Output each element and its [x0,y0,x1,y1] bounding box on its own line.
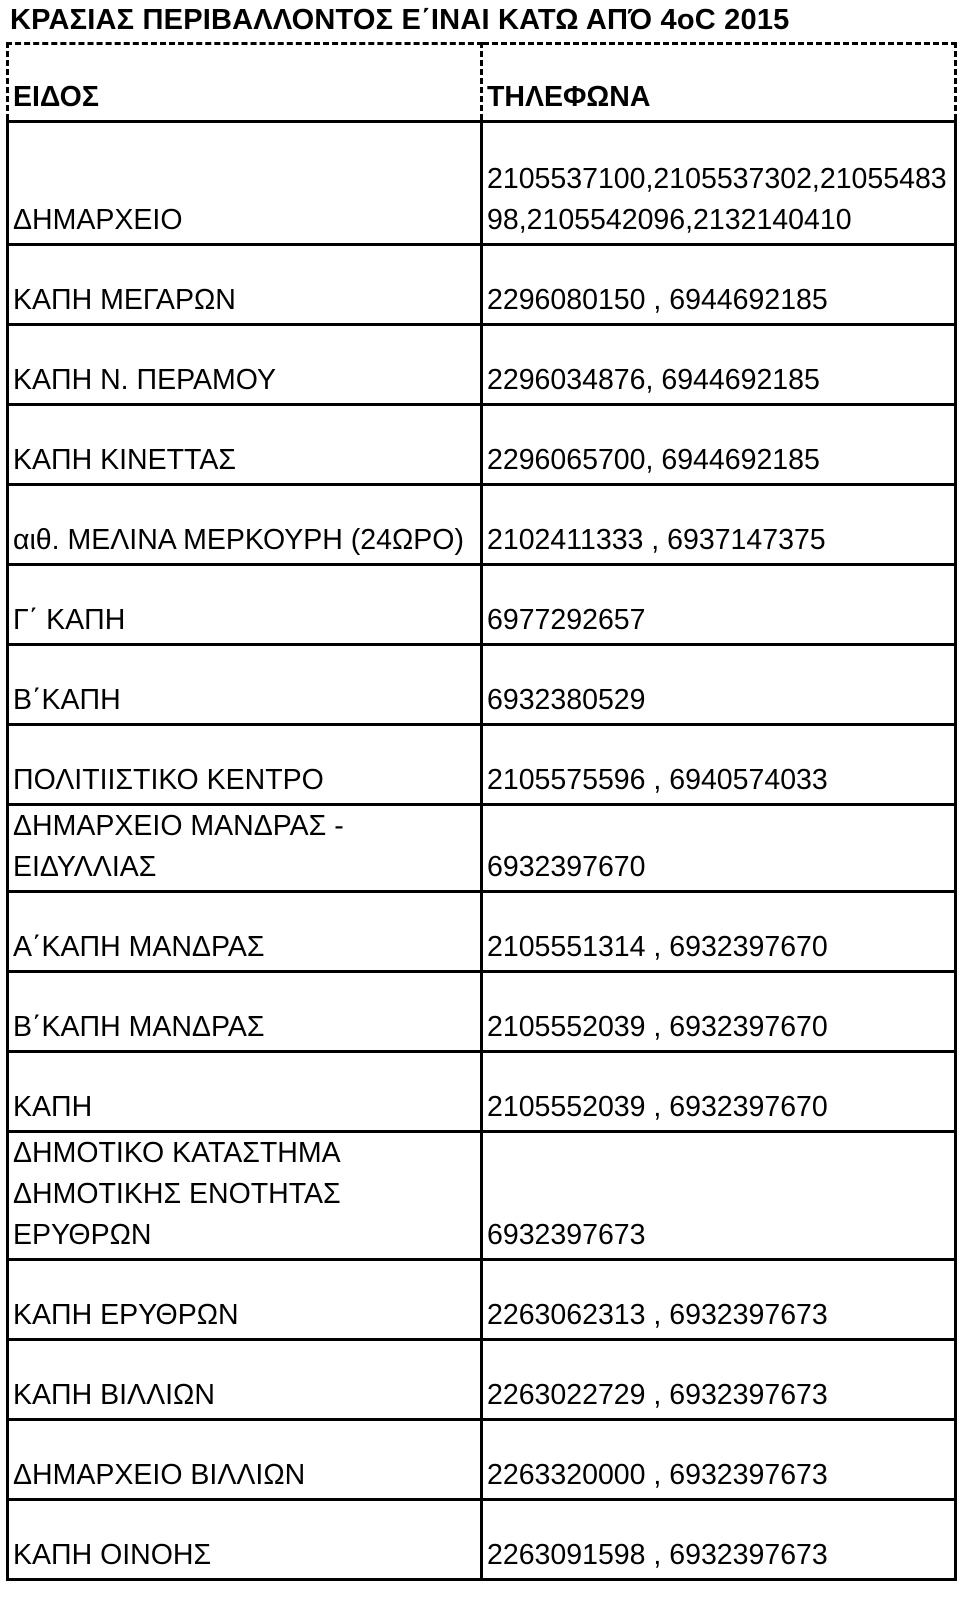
row-type: ΚΑΠΗ ΜΕΓΑΡΩΝ [8,245,482,325]
row-type: αιθ. ΜΕΛΙΝΑ ΜΕΡΚΟΥΡΗ (24ΩΡΟ) [8,485,482,565]
row-phones: 2263320000 , 6932397673 [482,1420,956,1500]
column-header-type: ΕΙΔΟΣ [8,44,482,122]
row-phones: 2296080150 , 6944692185 [482,245,956,325]
row-type: ΚΑΠΗ ΒΙΛΛΙΩΝ [8,1340,482,1420]
row-phones: 2263091598 , 6932397673 [482,1500,956,1580]
row-type: ΚΑΠΗ Ν. ΠΕΡΑΜΟΥ [8,325,482,405]
table-row [8,405,956,485]
row-type: ΔΗΜΑΡΧΕΙΟ [8,122,482,245]
table-row [8,892,956,972]
row-type: Β΄ΚΑΠΗ [8,645,482,725]
row-phones: 6932380529 [482,645,956,725]
row-type: Β΄ΚΑΠΗ ΜΑΝΔΡΑΣ [8,972,482,1052]
table-row [8,485,956,565]
row-type: ΚΑΠΗ ΚΙΝΕΤΤΑΣ [8,405,482,485]
table-row [8,972,956,1052]
table-row [8,245,956,325]
contacts-table [6,42,957,1581]
row-phones: 2263022729 , 6932397673 [482,1340,956,1420]
table-row [8,1132,956,1260]
row-phones: 2263062313 , 6932397673 [482,1260,956,1340]
row-type: ΚΑΠΗ ΕΡΥΘΡΩΝ [8,1260,482,1340]
table-row [8,325,956,405]
row-type: ΔΗΜΟΤΙΚΟ ΚΑΤΑΣΤΗΜΑ ΔΗΜΟΤΙΚΗΣ ΕΝΟΤΗΤΑΣ ΕΡΥΘΡΩΝ [8,1132,482,1260]
table-row [8,565,956,645]
row-phones: 6977292657 [482,565,956,645]
table-row [8,805,956,892]
table-row [8,1500,956,1580]
row-type: ΚΑΠΗ ΟΙΝΟΗΣ [8,1500,482,1580]
row-phones: 2105552039 , 6932397670 [482,972,956,1052]
row-phones: 2105575596 , 6940574033 [482,725,956,805]
row-type: ΔΗΜΑΡΧΕΙΟ ΒΙΛΛΙΩΝ [8,1420,482,1500]
column-header-phones: ΤΗΛΕΦΩΝΑ [482,44,956,122]
table-row [8,645,956,725]
row-type: Α΄ΚΑΠΗ ΜΑΝΔΡΑΣ [8,892,482,972]
table-row [8,1260,956,1340]
row-phones: 2105537100,2105537302,2105548398,2105542096,2132140410 [482,122,956,245]
row-phones: 6932397670 [482,805,956,892]
row-phones: 2105552039 , 6932397670 [482,1052,956,1132]
table-header-row [8,44,956,122]
row-phones: 2102411333 , 6937147375 [482,485,956,565]
row-type: ΚΑΠΗ [8,1052,482,1132]
table-row [8,122,956,245]
row-type: Γ΄ ΚΑΠΗ [8,565,482,645]
table-row [8,1420,956,1500]
row-type: ΠΟΛΙΤΙΙΣΤΙΚΟ ΚΕΝΤΡΟ [8,725,482,805]
table-row [8,1052,956,1132]
row-phones: 6932397673 [482,1132,956,1260]
row-phones: 2296034876, 6944692185 [482,325,956,405]
row-phones: 2296065700, 6944692185 [482,405,956,485]
document-title: ΚΡΑΣΙΑΣ ΠΕΡΙΒΑΛΛΟΝΤΟΣ Ε΄ΙΝΑΙ ΚΑΤΩ ΑΠΌ 4oC 2015 [10,4,790,36]
table-row [8,1340,956,1420]
row-phones: 2105551314 , 6932397670 [482,892,956,972]
table-row [8,725,956,805]
row-type: ΔΗΜΑΡΧΕΙΟ ΜΑΝΔΡΑΣ - ΕΙΔΥΛΛΙΑΣ [8,805,482,892]
